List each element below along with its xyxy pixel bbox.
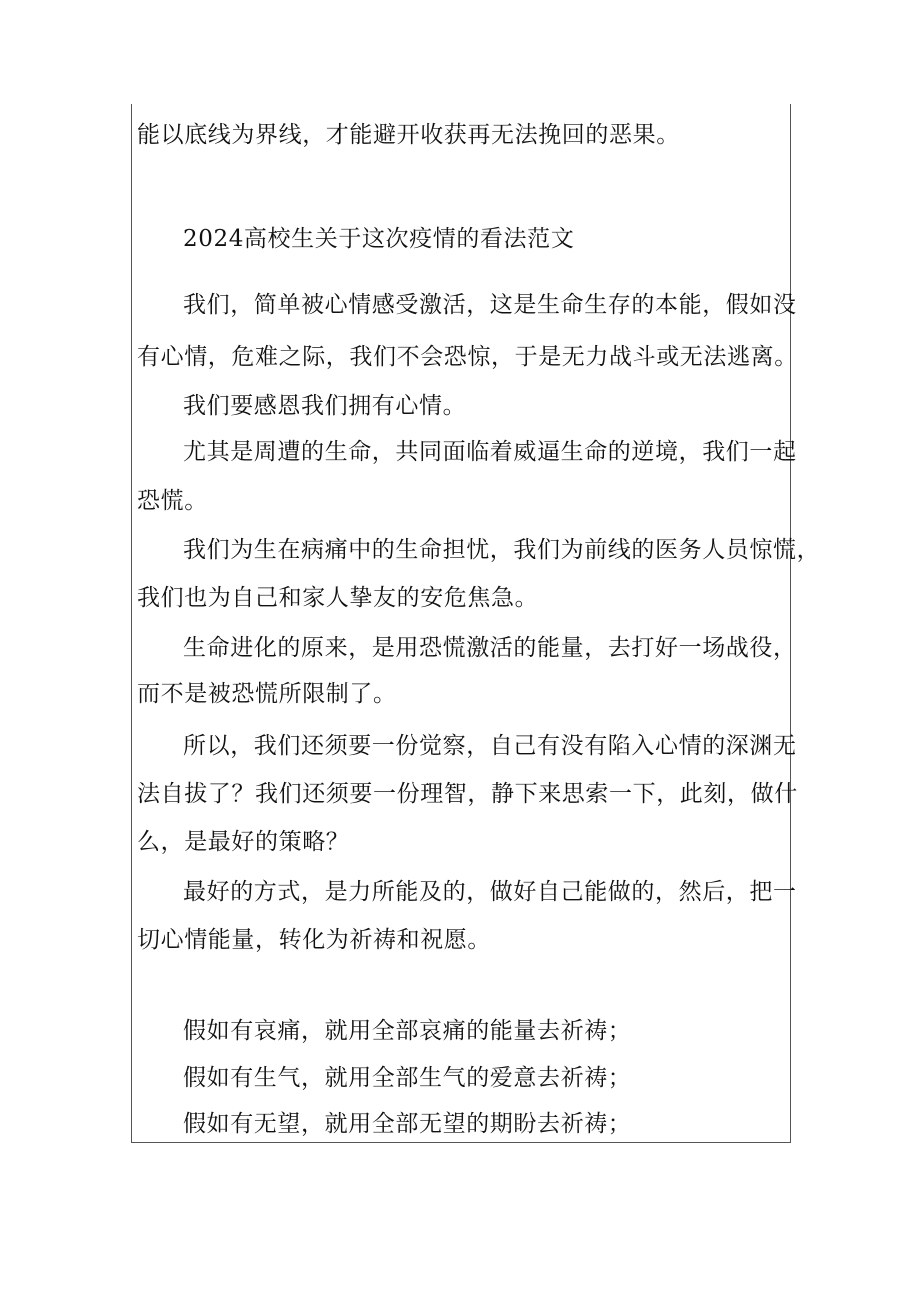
paragraph-line: 么，是最好的策略？	[137, 829, 350, 855]
paragraph-line: 尤其是周遭的生命，共同面临着威逼生命的逆境，我们一起	[183, 439, 797, 465]
paragraph-line: 有心情，危难之际，我们不会恐惊，于是无力战斗或无法逃离。	[137, 344, 798, 370]
paragraph-line: 假如有无望，就用全部无望的期盼去祈祷；	[183, 1111, 632, 1137]
paragraph-line: 假如有生气，就用全部生气的爱意去祈祷；	[183, 1065, 632, 1091]
paragraph-line: 最好的方式，是力所能及的，做好自己能做的，然后，把一	[183, 879, 797, 905]
document-frame	[131, 104, 821, 1143]
paragraph-line: 我们为生在病痛中的生命担忧，我们为前线的医务人员惊慌，	[183, 537, 821, 563]
paragraph-line: 我们也为自己和家人挚友的安危焦急。	[137, 585, 539, 611]
paragraph-line: 所以，我们还须要一份觉察，自己有没有陷入心情的深渊无	[183, 733, 797, 759]
section-title: 2024高校生关于这次疫情的看法范文	[183, 226, 575, 252]
paragraph-line: 法自拔了？我们还须要一份理智，静下来思索一下，此刻，做什	[137, 781, 798, 807]
paragraph-line: 而不是被恐慌所限制了。	[137, 681, 397, 707]
paragraph-line: 生命进化的原来，是用恐慌激活的能量，去打好一场战役，	[183, 635, 797, 661]
paragraph-line: 假如有哀痛，就用全部哀痛的能量去祈祷；	[183, 1018, 632, 1044]
paragraph-line: 我们，简单被心情感受激活，这是生命生存的本能，假如没	[183, 292, 797, 318]
paragraph-line: 我们要感恩我们拥有心情。	[183, 393, 467, 419]
paragraph-line: 切心情能量，转化为祈祷和祝愿。	[137, 927, 491, 953]
paragraph-line: 恐慌。	[137, 488, 208, 514]
paragraph-line: 能以底线为界线，才能避开收获再无法挽回的恶果。	[137, 122, 680, 148]
